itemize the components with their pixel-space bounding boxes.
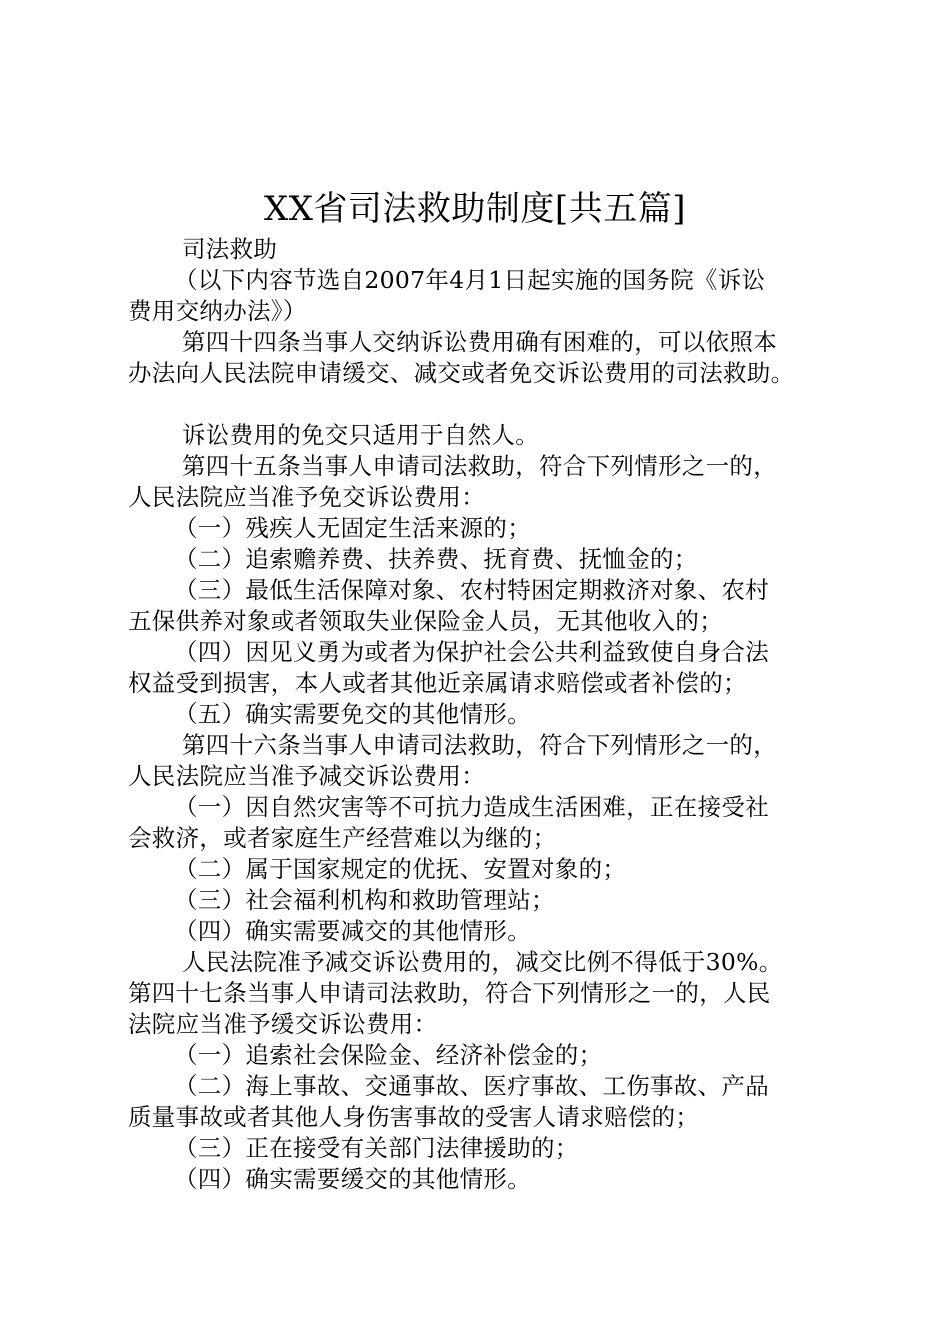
- document-body: [128, 234, 838, 1195]
- text-line: 第四十七条当事人申请司法救助，符合下列情形之一的，人民: [128, 979, 771, 1007]
- text-line: （五）确实需要免交的其他情形。: [174, 700, 531, 728]
- text-line: 人民法院准予减交诉讼费用的，减交比例不得低于30%。: [182, 948, 783, 976]
- document-title: XX省司法救助制度[共五篇]: [264, 189, 686, 229]
- text-line: （三）社会福利机构和救助管理站；: [174, 886, 555, 914]
- text-line: （四）确实需要减交的其他情形。: [174, 917, 531, 945]
- text-line: 费用交纳办法》）: [128, 297, 307, 325]
- text-line: （一）残疾人无固定生活来源的；: [174, 514, 531, 542]
- text-line: 五保供养对象或者领取失业保险金人员，无其他收入的；: [128, 607, 723, 635]
- blank-line: [128, 389, 838, 420]
- text-line: （二）属于国家规定的优抚、安置对象的；: [174, 855, 627, 883]
- text-line: 办法向人民法院申请缓交、减交或者免交诉讼费用的司法救助。: [128, 359, 795, 387]
- text-line: 法院应当准予缓交诉讼费用：: [128, 1010, 438, 1038]
- text-line: （四）因见义勇为或者为保护社会公共利益致使自身合法: [174, 638, 769, 666]
- text-line: 第四十四条当事人交纳诉讼费用确有困难的，可以依照本: [182, 328, 777, 356]
- text-line: （一）追索社会保险金、经济补偿金的；: [174, 1041, 603, 1069]
- text-line: 司法救助: [182, 235, 278, 263]
- text-line: （三）正在接受有关部门法律援助的；: [174, 1134, 579, 1162]
- text-line: （一）因自然灾害等不可抗力造成生活困难，正在接受社: [174, 793, 769, 821]
- text-line: 人民法院应当准予免交诉讼费用：: [128, 483, 485, 511]
- text-line: （二）追索赡养费、扶养费、抚育费、抚恤金的；: [174, 545, 698, 573]
- text-line: （三）最低生活保障对象、农村特困定期救济对象、农村: [174, 576, 769, 604]
- text-line: 会救济，或者家庭生产经营难以为继的；: [128, 824, 557, 852]
- text-line: 人民法院应当准予减交诉讼费用：: [128, 762, 485, 790]
- text-line: 诉讼费用的免交只适用于自然人。: [182, 421, 539, 449]
- text-line: （以下内容节选自2007年4月1日起实施的国务院《诉讼: [174, 266, 766, 294]
- text-line: 第四十五条当事人申请司法救助，符合下列情形之一的，: [182, 452, 777, 480]
- text-line: （四）确实需要缓交的其他情形。: [174, 1165, 531, 1193]
- text-line: 质量事故或者其他人身伤害事故的受害人请求赔偿的；: [128, 1103, 700, 1131]
- text-line: （二）海上事故、交通事故、医疗事故、工伤事故、产品: [174, 1072, 769, 1100]
- text-line: 权益受到损害，本人或者其他近亲属请求赔偿或者补偿的；: [128, 669, 747, 697]
- text-line: 第四十六条当事人申请司法救助，符合下列情形之一的，: [182, 731, 777, 759]
